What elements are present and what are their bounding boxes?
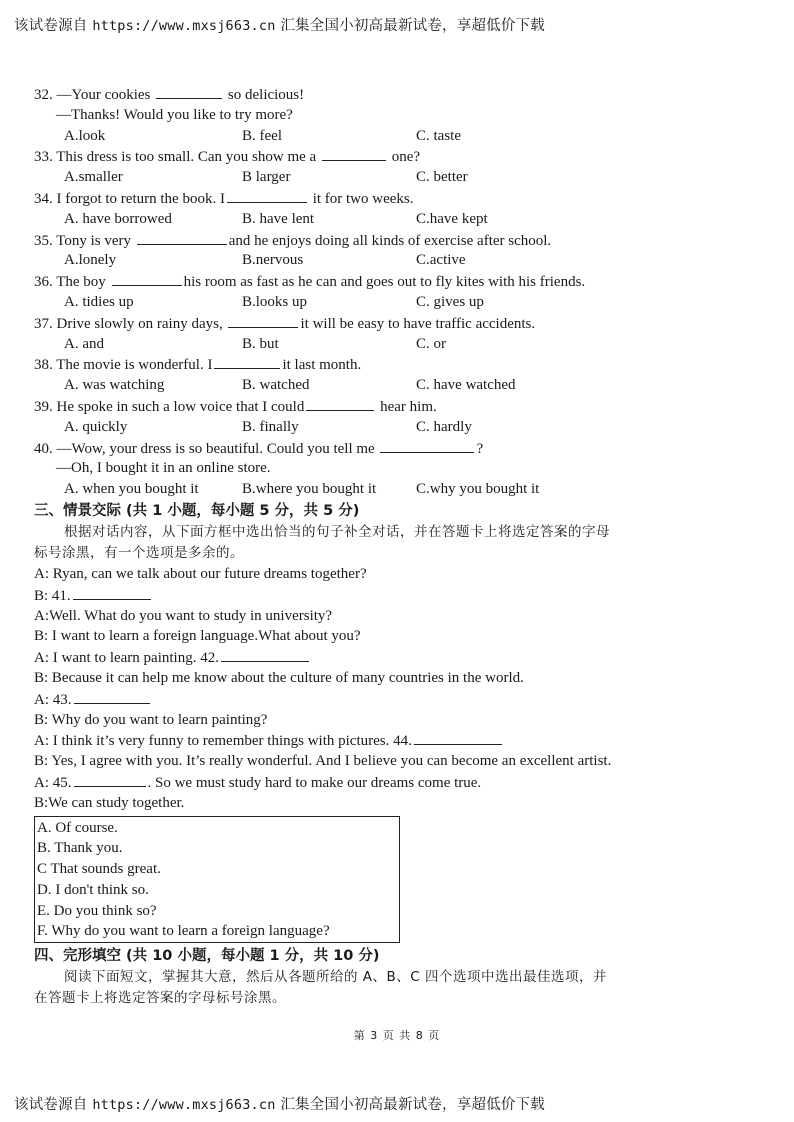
option-c[interactable]: C.active [416,252,466,269]
question-text: his room as fast as he can and goes out to fly kites with his friends. [183,274,586,291]
question-stem [34,354,754,375]
option-a[interactable]: A.lonely [64,252,117,269]
section-title: 三、情景交际 (共 1 小题，每小题 5 分，共 5 分) [34,502,360,519]
option-c[interactable]: C. or [416,335,446,352]
question-text: it for two weeks. [308,190,414,207]
option-a[interactable]: A. quickly [64,418,128,435]
question-stem [34,188,754,209]
answer-blank[interactable] [137,230,227,245]
dialogue-line [34,689,754,710]
dialogue-text: . So we must study hard to make our dreams come true. [147,774,482,791]
question-text: ? [476,440,484,457]
dialogue-text: A: 43. [34,691,72,708]
header-banner [14,14,545,35]
answer-blank[interactable] [414,730,502,745]
dialogue-text: B: Because it can help me know about the culture of many countries in the world. [34,669,524,686]
option-row [34,126,754,147]
dialogue-line [34,710,754,731]
dialogue-line [34,730,754,751]
answer-blank[interactable] [74,689,150,704]
question-text: one? [387,149,421,166]
option-b[interactable]: B. watched [242,377,310,394]
question-text: 35. Tony is very [34,232,135,249]
box-option[interactable]: A. Of course. [37,819,118,836]
section-instruction: 根据对话内容，从下面方框中选出恰当的句子补全对话，并在答题卡上将选定答案的字母 [64,523,610,540]
dialogue-text: A: I think it’s very funny to remember things with pictures. 44. [34,733,412,750]
dialogue-line [34,668,754,689]
question-stem [34,396,754,417]
option-c[interactable]: C. better [416,169,468,186]
dialogue-line [34,585,754,606]
question-text: and he enjoys doing all kinds of exercise after school. [228,232,552,249]
dialogue-text: B: Yes, I agree with you. It’s really wonderful. And I believe you can become an excellent artist. [34,753,612,770]
section-instruction: 阅读下面短文，掌握其大意，然后从各题所给的 A、B、C 四个选项中选出最佳选项，并 [64,969,608,986]
question-text: 39. He spoke in such a low voice that I could [34,398,305,415]
question-stem [34,230,754,251]
dialogue-text: A: I want to learn painting. 42. [34,650,219,667]
answer-blank[interactable] [74,772,146,787]
question-text: it will be easy to have traffic accidents. [300,315,536,332]
option-a[interactable]: A. have borrowed [64,210,172,227]
dialogue-line [34,793,754,814]
question-text: it last month. [282,357,362,374]
dialogue-text: A:Well. What do you want to study in university? [34,607,333,624]
answer-blank[interactable] [306,396,374,411]
answer-blank[interactable] [228,313,298,328]
dialogue-line [34,772,754,793]
question-stem [34,146,754,167]
banner-suffix: 汇集全国小初高最新试卷，享超低价下载 [280,18,545,34]
option-row [34,417,754,438]
option-b[interactable]: B. feel [242,127,282,144]
dialogue-text: B: 41. [34,587,71,604]
answer-blank[interactable] [214,354,280,369]
answer-blank[interactable] [156,84,222,99]
question-reply: —Oh, I bought it in an online store. [56,460,271,477]
answer-blank[interactable] [73,585,151,600]
answer-blank[interactable] [380,438,474,453]
option-a[interactable]: A. tidies up [64,293,134,310]
option-row [34,479,754,500]
question-stem [34,271,754,292]
option-row [34,334,754,355]
option-b[interactable]: B larger [242,169,291,186]
answer-blank[interactable] [227,188,307,203]
question-text: hear him. [376,398,437,415]
option-a[interactable]: A.smaller [64,169,123,186]
option-a[interactable]: A. when you bought it [64,481,199,498]
section-title: 四、完形填空 (共 10 小题，每小题 1 分，共 10 分) [34,948,380,965]
option-c[interactable]: C.have kept [416,210,488,227]
dialogue-line [34,647,754,668]
question-reply: —Thanks! Would you like to try more? [56,106,293,123]
box-option[interactable]: B. Thank you. [37,840,123,857]
option-b[interactable]: B.looks up [242,293,308,310]
option-a[interactable]: A. and [64,335,104,352]
question-text: 33. This dress is too small. Can you show me a [34,149,320,166]
question-stem [34,84,754,105]
banner-prefix: 该试卷源自 [14,1097,88,1113]
box-option[interactable]: D. I don't think so. [37,881,149,898]
option-c[interactable]: C. taste [416,127,461,144]
question-text: so delicious! [224,87,305,103]
option-row [34,209,754,230]
section-instruction: 在答题卡上将选定答案的字母标号涂黑。 [34,990,286,1007]
answer-blank[interactable] [322,146,386,161]
option-c[interactable]: C. hardly [416,418,472,435]
options-box [34,816,400,944]
dialogue-text: B:We can study together. [34,794,185,811]
option-b[interactable]: B. have lent [242,210,315,227]
footer-banner [14,1093,545,1114]
box-option[interactable]: C That sounds great. [37,861,161,878]
option-b[interactable]: B.nervous [242,252,304,269]
dialogue-text: B: Why do you want to learn painting? [34,711,268,728]
answer-blank[interactable] [221,647,309,662]
option-row [34,292,754,313]
exam-content [34,84,754,1009]
question-text: 34. I forgot to return the book. I [34,190,225,207]
option-c[interactable]: C.why you bought it [416,481,540,498]
box-option[interactable]: F. Why do you want to learn a foreign language? [37,923,330,940]
question-stem [34,438,754,459]
dialogue-line [34,626,754,647]
question-text: 32. —Your cookies [34,87,155,103]
question-text: 40. —Wow, your dress is so beautiful. Could you tell me [34,440,379,457]
option-a[interactable]: A.look [64,127,106,144]
banner-prefix: 该试卷源自 [14,18,88,34]
option-row [34,375,754,396]
option-row [34,167,754,188]
banner-suffix: 汇集全国小初高最新试卷，享超低价下载 [280,1097,545,1113]
option-b[interactable]: B. but [242,335,279,352]
question-stem [34,313,754,334]
page-number: 第 3 页 共 8 页 [353,1029,441,1042]
question-text: 37. Drive slowly on rainy days, [34,315,227,332]
dialogue-text: A: Ryan, can we talk about our future dreams together? [34,565,367,582]
option-row [34,250,754,271]
option-c[interactable]: C. have watched [416,377,516,394]
question-text: 38. The movie is wonderful. I [34,357,213,374]
banner-url[interactable]: https://www.mxsj663.cn [92,18,276,34]
dialogue-text: B: I want to learn a foreign language.What about you? [34,628,361,645]
dialogue-line [34,564,754,585]
banner-url[interactable]: https://www.mxsj663.cn [92,1097,276,1113]
box-option[interactable]: E. Do you think so? [37,902,157,919]
dialogue-line [34,751,754,772]
section-instruction: 标号涂黑，有一个选项是多余的。 [34,544,244,561]
option-b[interactable]: B. finally [242,418,299,435]
question-text: 36. The boy [34,274,110,291]
answer-blank[interactable] [112,271,182,286]
option-c[interactable]: C. gives up [416,293,484,310]
dialogue-text: A: 45. [34,774,72,791]
option-a[interactable]: A. was watching [64,377,165,394]
dialogue-line [34,606,754,627]
option-b[interactable]: B.where you bought it [242,481,377,498]
